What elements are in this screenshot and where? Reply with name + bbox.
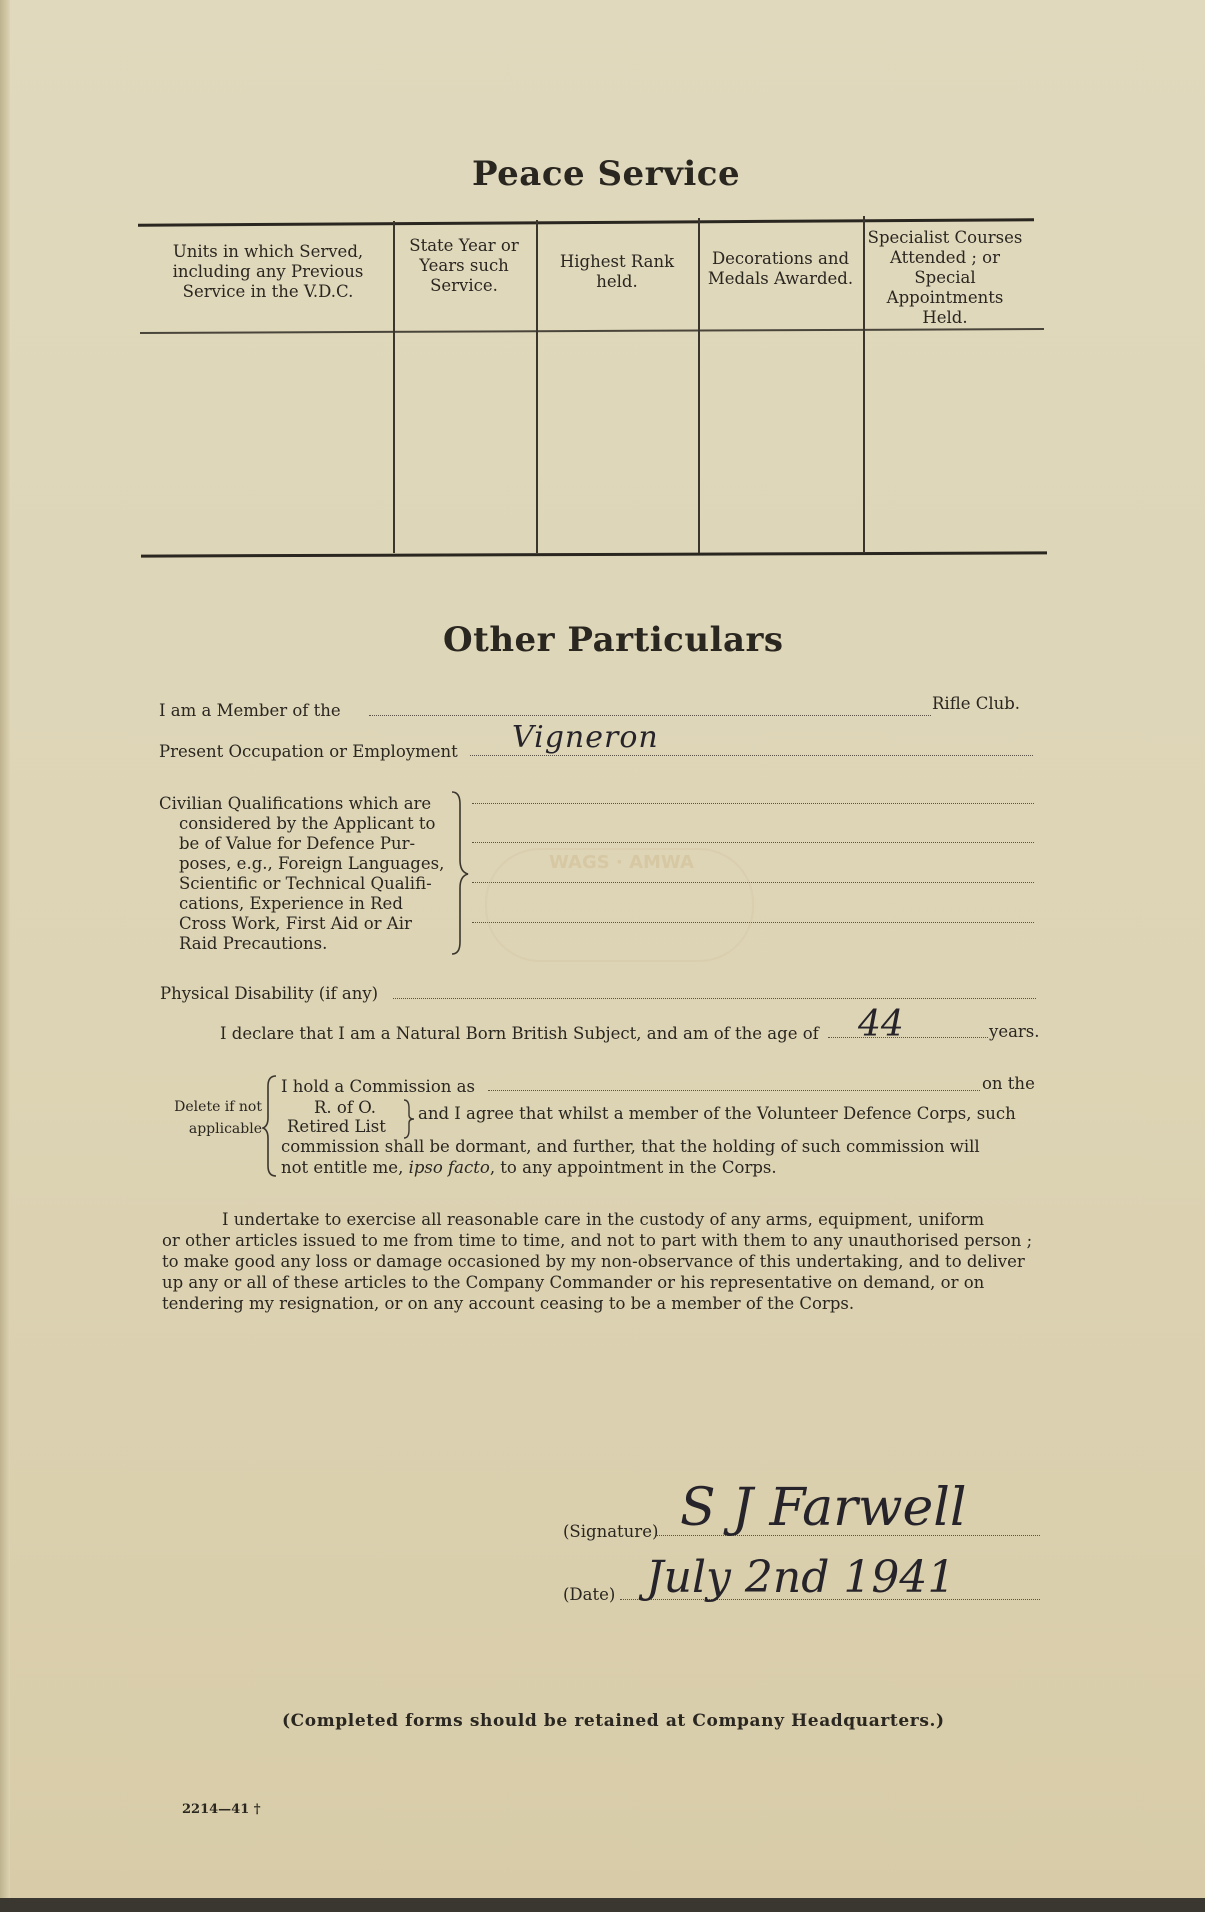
archive-watermark-stamp: WAGS · AMWA	[485, 848, 754, 962]
commission-agreement-line: and I agree that whilst a member of the Volunteer Defence Corps, such	[418, 1104, 1016, 1123]
commission-entitlement-line: not entitle me, ipso facto, to any appointment in the Corps.	[281, 1158, 777, 1177]
table-col-divider-3	[698, 218, 700, 553]
column-header-years: State Year or Years such Service.	[409, 236, 519, 295]
rifle-club-label: Rifle Club.	[932, 694, 1021, 713]
civilian-qualifications-label: Civilian Qualifications which are considered by the Applicant to be of Value for Defence Pur- poses, e.g., Foreign Languages, Scientific or Technical Qualifi- cations, Experience in Red Cross Work, First Aid or Air Raid Precautions.	[159, 794, 445, 953]
column-header-decorations: Decorations and Medals Awarded.	[707, 249, 854, 288]
signature-label: (Signature)	[563, 1522, 659, 1541]
years-label: years.	[989, 1022, 1040, 1041]
delete-brace	[262, 1074, 280, 1178]
age-handwritten: 44	[858, 1004, 904, 1045]
peace-service-title: Peace Service	[472, 154, 741, 194]
column-header-rank: Highest Rank held.	[559, 252, 675, 291]
form-number: 2214—41 †	[182, 1802, 261, 1817]
signature-handwritten: S J Farwell	[680, 1478, 967, 1538]
age-field	[828, 1037, 988, 1038]
ro-option: R. of O.	[314, 1098, 377, 1117]
occupation-field	[470, 755, 1033, 756]
civilian-field-2	[472, 842, 1034, 843]
table-top-rule	[138, 218, 1034, 226]
date-label: (Date)	[563, 1585, 616, 1604]
occupation-label: Present Occupation or Employment	[159, 742, 458, 761]
paper-edge-left	[0, 0, 10, 1912]
table-col-divider-1	[393, 221, 395, 553]
physical-disability-field	[393, 998, 1036, 999]
civilian-field-1	[472, 803, 1034, 804]
footer-note: (Completed forms should be retained at Company Headquarters.)	[282, 1711, 945, 1731]
occupation-handwritten: Vigneron	[512, 720, 659, 755]
physical-disability-label: Physical Disability (if any)	[160, 984, 379, 1003]
civilian-brace	[448, 790, 470, 956]
rifle-club-field	[369, 715, 931, 716]
other-particulars-title: Other Particulars	[443, 620, 784, 660]
paper-edge-bottom	[0, 1898, 1205, 1912]
member-label: I am a Member of the	[159, 701, 341, 720]
ro-brace	[402, 1098, 418, 1140]
undertaking-paragraph: I undertake to exercise all reasonable care in the custody of any arms, equipment, uniform or other articles issued to me from time to time, and not to part with them to any unauthorised person ; to make good any loss or damage occasioned by my non-observance of this undertaking, and to deliver up any or all of these articles to the Company Commander or his representative on demand, or on tendering my resignation, or on any account ceasing to be a member of the Corps.	[162, 1210, 1033, 1313]
commission-field	[488, 1090, 980, 1091]
on-the-label: on the	[982, 1074, 1035, 1093]
table-col-divider-2	[536, 220, 538, 553]
commission-label: I hold a Commission as	[281, 1077, 475, 1096]
table-header-rule	[140, 328, 1044, 333]
age-declaration-label: I declare that I am a Natural Born British Subject, and am of the age of	[220, 1024, 819, 1043]
delete-if-not-applicable-note: Delete if not applicable	[174, 1099, 262, 1137]
column-header-units: Units in which Served, including any Previous Service in the V.D.C.	[172, 242, 364, 301]
date-handwritten: July 2nd 1941	[646, 1552, 956, 1603]
retired-list-option: Retired List	[287, 1117, 386, 1136]
commission-dormant-line: commission shall be dormant, and further, that the holding of such commission will	[281, 1137, 980, 1156]
table-bottom-rule	[141, 551, 1047, 557]
column-header-specialist: Specialist Courses Attended ; or Special Appointments Held.	[867, 228, 1023, 327]
